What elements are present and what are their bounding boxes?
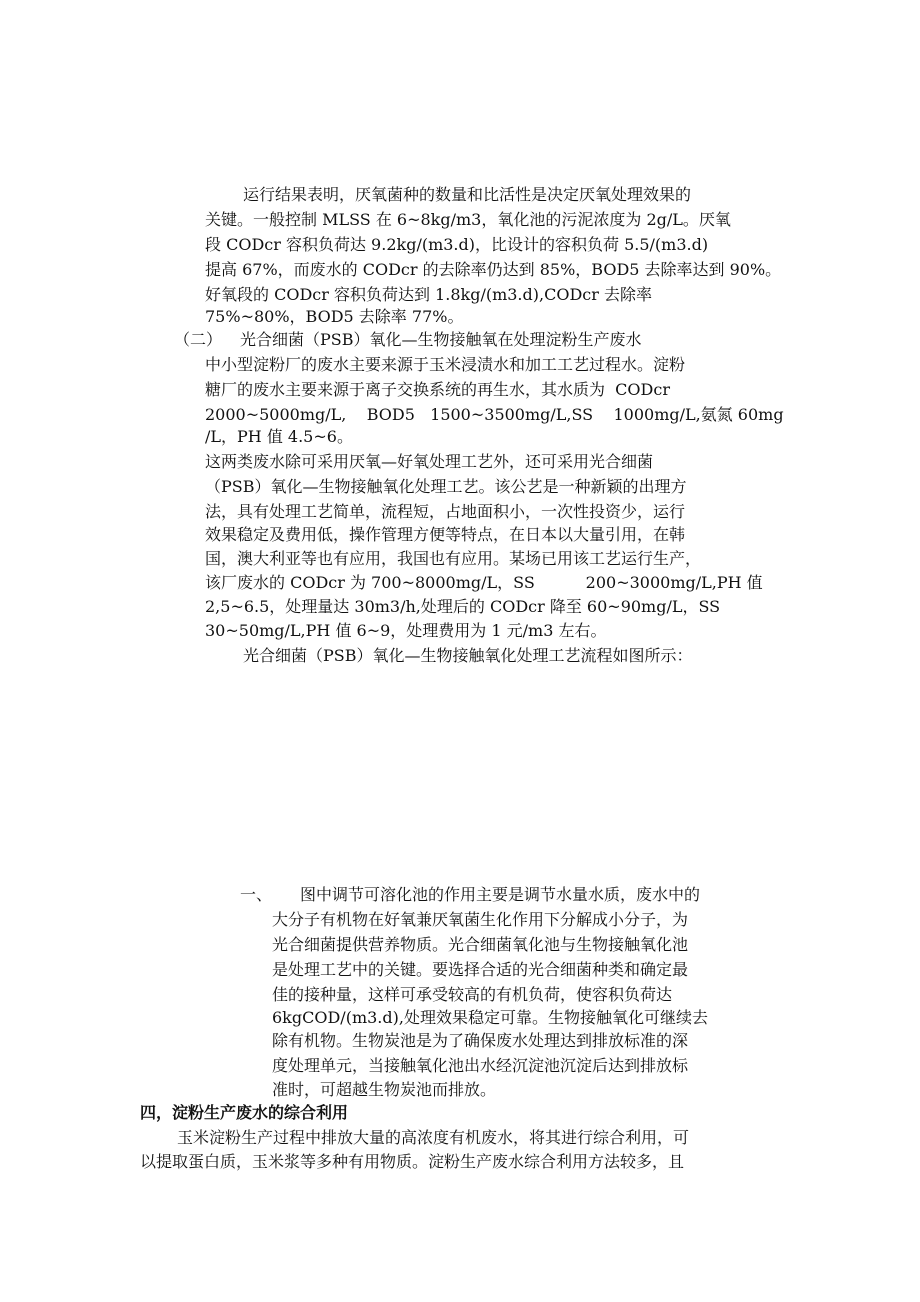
list-marker: 一、 — [240, 885, 273, 904]
paragraph-line: 段 CODcr 容积负荷达 9.2kg/(m3.d)，比设计的容积负荷 5.5/(m3.d) — [205, 235, 709, 254]
list-item-line: 图中调节可溶化池的作用主要是调节水量水质，废水中的 — [300, 885, 701, 904]
paragraph-line: （PSB）氧化—生物接触氧化处理工艺。该公艺是一种新颖的出理方 — [205, 477, 687, 496]
section-heading: 四，淀粉生产废水的综合利用 — [140, 1103, 349, 1122]
section-title: 光合细菌（PSB）氧化—生物接触氧在处理淀粉生产废水 — [240, 330, 642, 349]
paragraph-line: 关键。一般控制 MLSS 在 6~8kg/m3，氧化池的污泥浓度为 2g/L。厌氧 — [205, 210, 731, 229]
paragraph-line: 75%~80%，BOD5 去除率 77%。 — [205, 307, 464, 326]
paragraph-line: 效果稳定及费用低，操作管理方便等特点，在日本以大量引用，在韩 — [205, 525, 686, 544]
list-item-line: 大分子有机物在好氧兼厌氧菌生化作用下分解成小分子，为 — [272, 910, 689, 929]
list-item-line: 佳的接种量，这样可承受较高的有机负荷，使容积负荷达 — [272, 985, 673, 1004]
paragraph-line: 玉米淀粉生产过程中排放大量的高浓度有机废水，将其进行综合利用，可 — [177, 1128, 690, 1147]
paragraph-line: 法，具有处理工艺简单，流程短，占地面积小，一次性投资少，运行 — [205, 502, 686, 521]
section-number: （二） — [174, 330, 223, 349]
paragraph-line: 30~50mg/L,PH 值 6~9，处理费用为 1 元/m3 左右。 — [205, 621, 607, 640]
paragraph-line: 运行结果表明，厌氧菌种的数量和比活性是决定厌氧处理效果的 — [243, 185, 692, 204]
paragraph-line: 该厂废水的 CODcr 为 700~8000mg/L，SS 200~3000mg/L,PH 值 — [205, 573, 763, 592]
paragraph-line: 2,5~6.5，处理量达 30m3/h,处理后的 CODcr 降至 60~90mg/L，SS — [205, 597, 721, 616]
figure-placeholder — [205, 680, 765, 870]
paragraph-line: 提高 67%，而废水的 CODcr 的去除率仍达到 85%，BOD5 去除率达到 90%。 — [205, 260, 782, 279]
list-item-line: 光合细菌提供营养物质。光合细菌氧化池与生物接触氧化池 — [272, 935, 689, 954]
list-item-line: 除有机物。生物炭池是为了确保废水处理达到排放标准的深 — [272, 1031, 689, 1050]
list-item-line: 是处理工艺中的关键。要选择合适的光合细菌种类和确定最 — [272, 960, 689, 979]
figure-intro: 光合细菌（PSB）氧化—生物接触氧化处理工艺流程如图所示： — [243, 646, 693, 665]
paragraph-line: 以提取蛋白质，玉米浆等多种有用物质。淀粉生产废水综合利用方法较多，且 — [140, 1152, 685, 1171]
paragraph-line: 糖厂的废水主要来源于离子交换系统的再生水，其水质为 CODcr — [205, 380, 670, 399]
paragraph-line: /L，PH 值 4.5~6。 — [205, 427, 353, 446]
paragraph-line: 中小型淀粉厂的废水主要来源于玉米浸渍水和加工工艺过程水。淀粉 — [205, 355, 686, 374]
paragraph-line: 这两类废水除可采用厌氧—好氧处理工艺外，还可采用光合细菌 — [205, 452, 654, 471]
paragraph-line: 国，澳大利亚等也有应用，我国也有应用。某场已用该工艺运行生产， — [205, 549, 702, 568]
paragraph-line: 好氧段的 CODcr 容积负荷达到 1.8kg/(m3.d),CODcr 去除率 — [205, 285, 652, 304]
list-item-line: 准时，可超越生物炭池而排放。 — [272, 1080, 497, 1099]
list-item-line: 6kgCOD/(m3.d),处理效果稳定可靠。生物接触氧化可继续去 — [272, 1008, 708, 1027]
list-item-line: 度处理单元，当接触氧化池出水经沉淀池沉淀后达到排放标 — [272, 1056, 689, 1075]
paragraph-line: 2000~5000mg/L, BOD5 1500~3500mg/L,SS 1000mg/L,氨氮 60mg — [205, 405, 784, 424]
